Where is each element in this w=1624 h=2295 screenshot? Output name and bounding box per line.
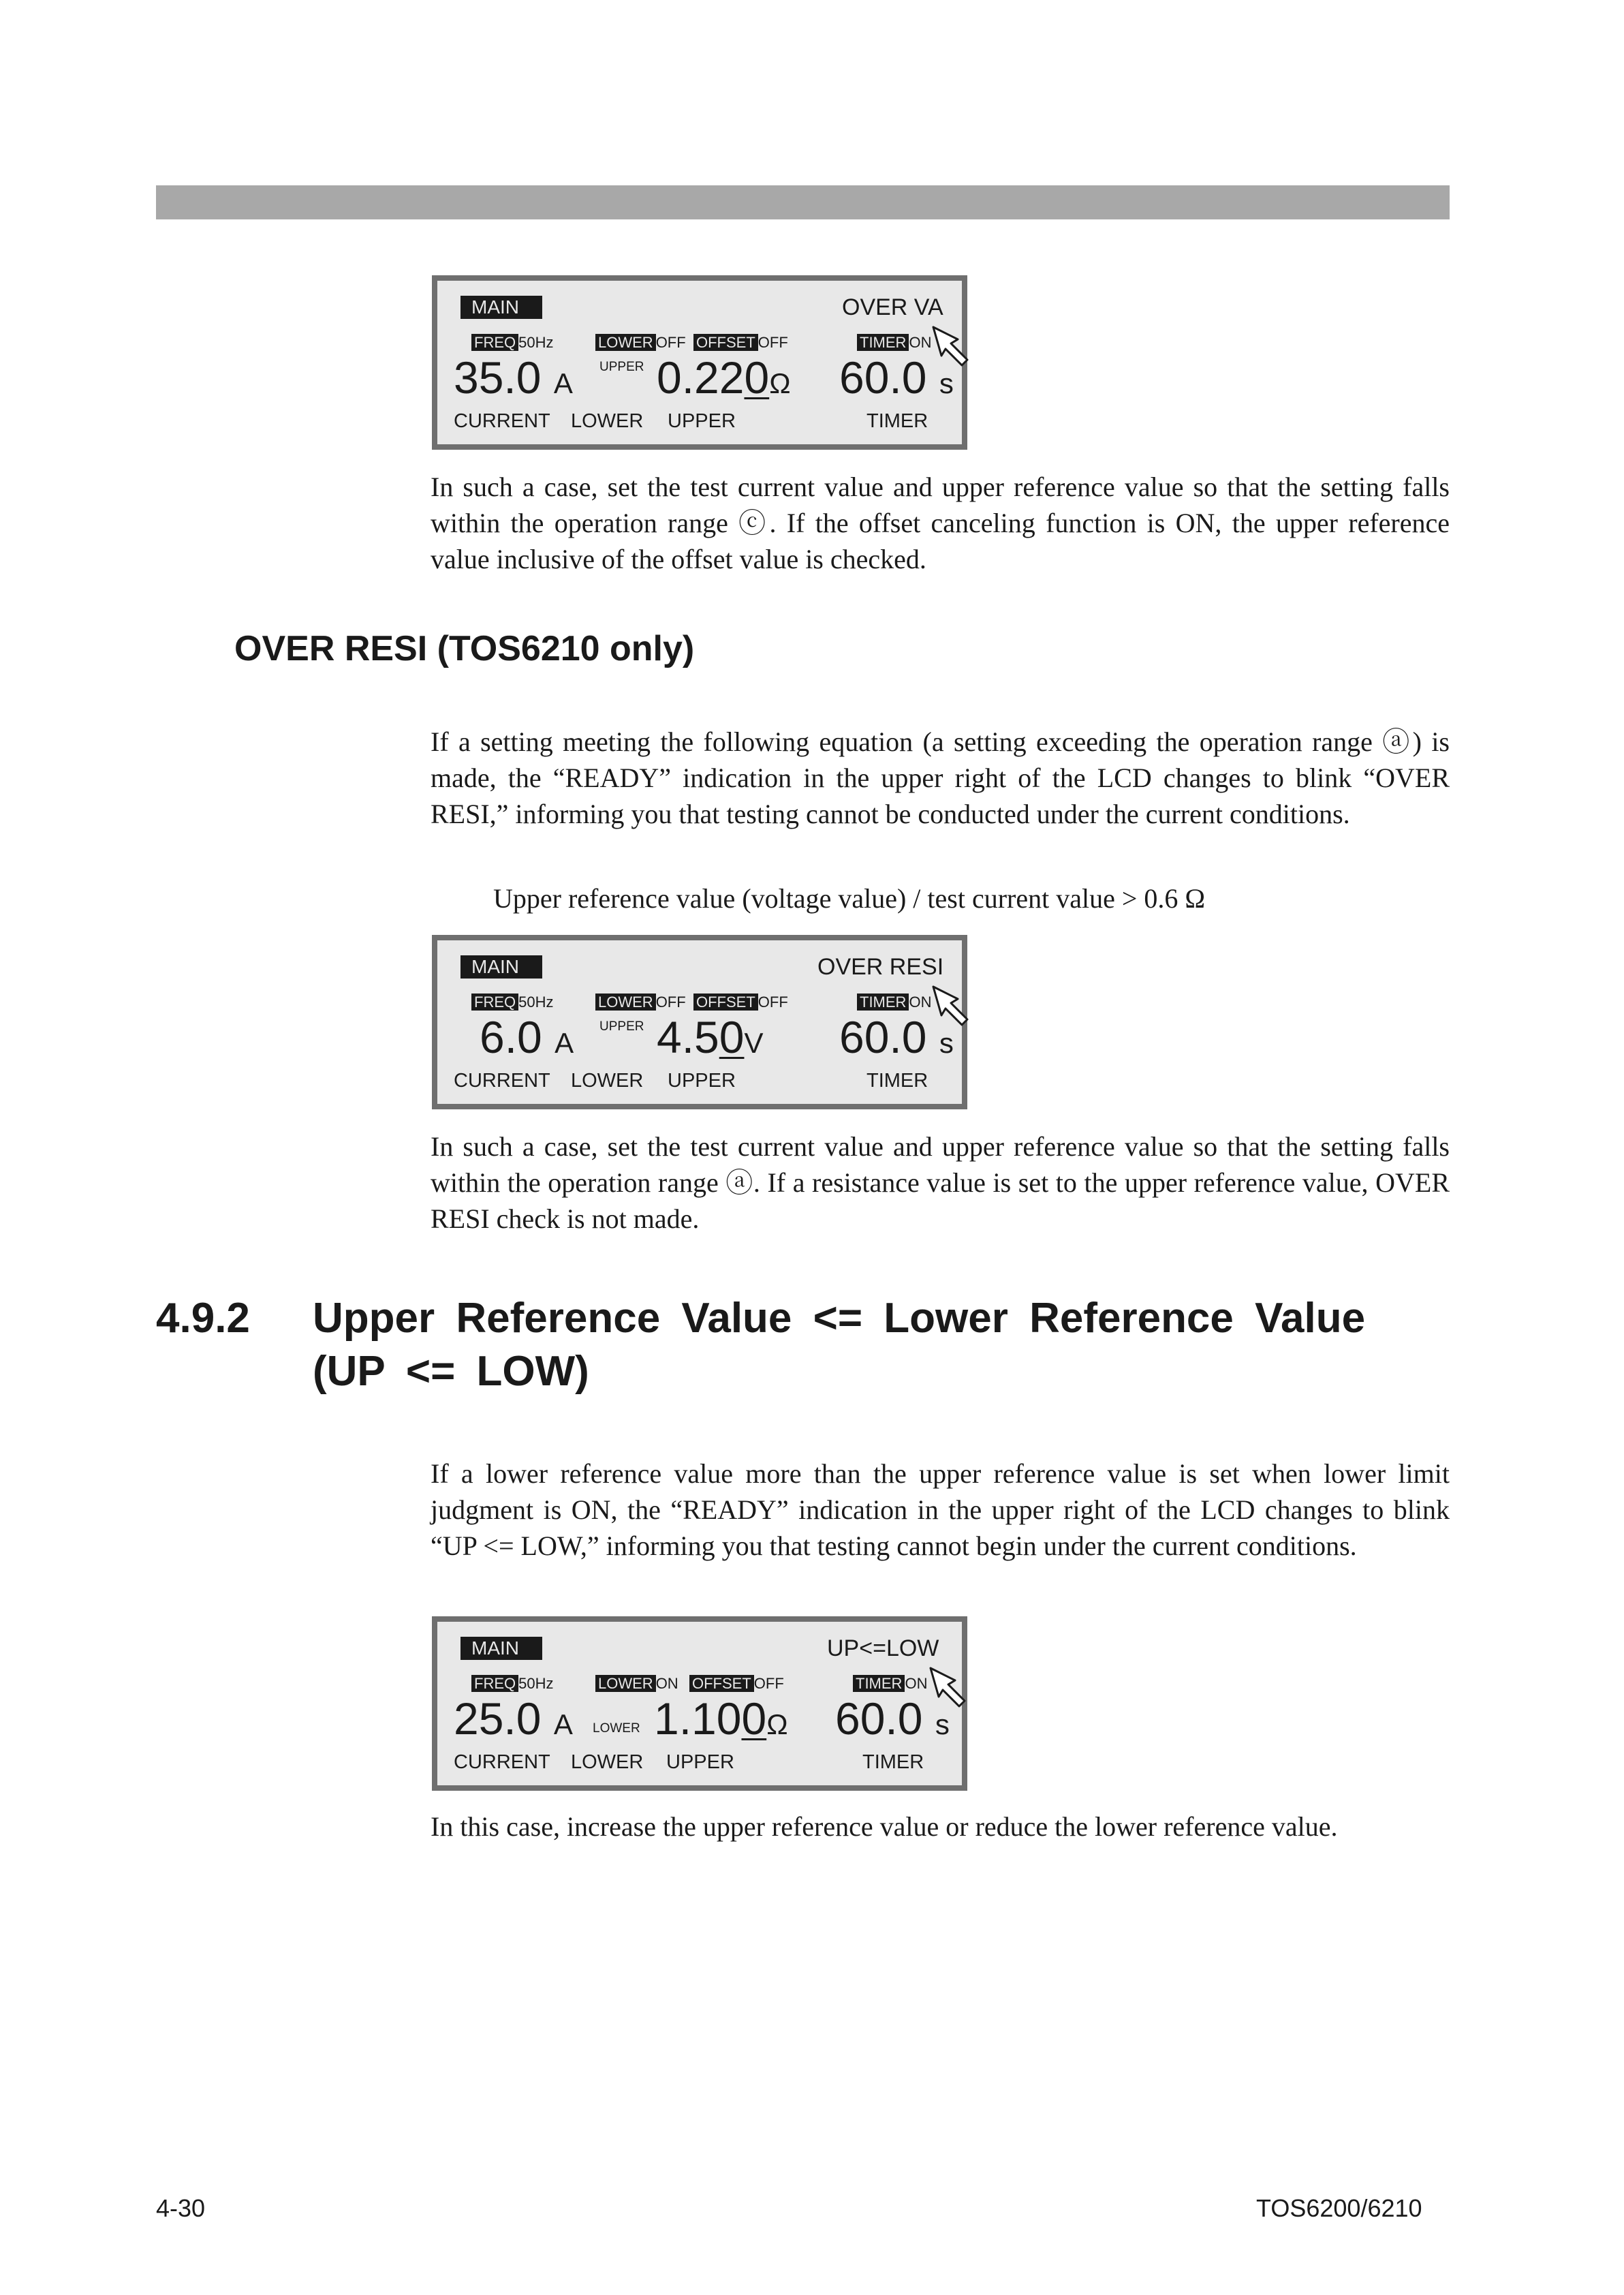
- lcd-status: OVER RESI: [817, 954, 944, 980]
- lcd-label-upper: UPPER: [668, 1070, 736, 1092]
- lcd-main-tag: MAIN: [460, 955, 542, 979]
- header-bar: [156, 185, 1450, 219]
- lcd-freq: FREQ 50Hz: [471, 994, 553, 1011]
- lcd-status: OVER VA: [842, 294, 943, 320]
- section-number: 4.9.2: [156, 1295, 250, 1342]
- lcd-reference-value: 4.50V: [657, 1012, 764, 1062]
- heading-up-low-line1: Upper Reference Value <= Lower Reference Value: [313, 1295, 1366, 1342]
- lcd-label-upper: UPPER: [666, 1751, 734, 1773]
- pointer-cursor-icon: [931, 324, 973, 369]
- model-name: TOS6200/6210: [1256, 2194, 1422, 2222]
- lcd-lower-state: LOWER ON: [595, 1675, 678, 1693]
- lcd-timer-value: 60.0 s: [835, 1693, 950, 1744]
- lcd-display-over-resi: [432, 935, 967, 1109]
- lcd-label-current: CURRENT: [454, 1070, 550, 1092]
- lcd-display-up-low: [432, 1616, 967, 1791]
- lcd-reference-value: 0.220Ω: [657, 352, 791, 403]
- paragraph-over-resi-remedy: In such a case, set the test current value and upper reference value so that the setting falls within the operation range ⓐ. If a resistance value is set to the upper reference value, OVER RESI check is not made.: [431, 1131, 1450, 1234]
- lcd-timer-value: 60.0 s: [839, 352, 954, 403]
- paragraph-over-va-remedy: In such a case, set the test current value and upper reference value so that the setting falls within the operation range ⓒ. If the offset canceling function is ON, the upper reference value inclusive of the offset value is checked.: [431, 472, 1450, 574]
- paragraph-up-low-remedy: In this case, increase the upper reference value or reduce the lower reference value.: [431, 1811, 1338, 1842]
- heading-up-low-line2: (UP <= LOW): [313, 1348, 589, 1395]
- pointer-cursor-icon: [931, 984, 973, 1029]
- lcd-reference-value: 1.100Ω: [654, 1693, 788, 1744]
- lcd-main-tag: MAIN: [460, 296, 542, 319]
- lcd-timer-state: TIMER ON: [857, 994, 931, 1011]
- paragraph-up-low-intro: If a lower reference value more than the upper reference value is set when lower limit judgment is ON, the “READY” indication in the upper right of the LCD changes to blink “UP <= LOW,” informing you that testing cannot begin under the current conditions.: [431, 1458, 1450, 1561]
- lcd-timer-state: TIMER ON: [857, 334, 931, 352]
- lcd-label-timer: TIMER: [862, 1751, 924, 1773]
- lcd-label-current: CURRENT: [454, 1751, 550, 1773]
- lcd-main-tag: MAIN: [460, 1637, 542, 1660]
- lcd-lower-state: LOWER OFF: [595, 994, 686, 1011]
- lcd-freq: FREQ 50Hz: [471, 1675, 553, 1693]
- lcd-label-lower: LOWER: [571, 1070, 644, 1092]
- pointer-cursor-icon: [928, 1665, 970, 1710]
- lcd-label-timer: TIMER: [866, 410, 928, 432]
- lcd-current-value: 25.0 A: [454, 1693, 573, 1744]
- lcd-lower-state: LOWER OFF: [595, 334, 686, 352]
- lcd-offset-state: OFFSET OFF: [693, 994, 788, 1011]
- lcd-label-timer: TIMER: [866, 1070, 928, 1092]
- equation-over-resi: Upper reference value (voltage value) / test current value > 0.6 Ω: [493, 883, 1206, 914]
- lcd-ref-label: LOWER: [593, 1721, 640, 1736]
- lcd-label-upper: UPPER: [668, 410, 736, 432]
- paragraph-over-resi-intro: If a setting meeting the following equation (a setting exceeding the operation range ⓐ) is made, the “READY” indication in the upper right of the LCD changes to blink “OVER RESI,” informing you that testing cannot be conducted under the current conditions.: [431, 726, 1450, 829]
- lcd-current-value: 6.0 A: [480, 1012, 574, 1062]
- lcd-label-lower: LOWER: [571, 410, 644, 432]
- lcd-timer-state: TIMER ON: [853, 1675, 927, 1693]
- lcd-current-value: 35.0 A: [454, 352, 573, 403]
- lcd-offset-state: OFFSET OFF: [689, 1675, 784, 1693]
- lcd-timer-value: 60.0 s: [839, 1012, 954, 1062]
- heading-over-resi: OVER RESI (TOS6210 only): [234, 629, 695, 668]
- page-number: 4-30: [156, 2194, 206, 2222]
- lcd-label-lower: LOWER: [571, 1751, 644, 1773]
- lcd-freq: FREQ 50Hz: [471, 334, 553, 352]
- lcd-label-current: CURRENT: [454, 410, 550, 432]
- lcd-display-over-va: [432, 275, 967, 450]
- lcd-ref-label: UPPER: [599, 360, 644, 374]
- lcd-offset-state: OFFSET OFF: [693, 334, 788, 352]
- lcd-ref-label: UPPER: [599, 1019, 644, 1034]
- lcd-status: UP<=LOW: [827, 1635, 939, 1661]
